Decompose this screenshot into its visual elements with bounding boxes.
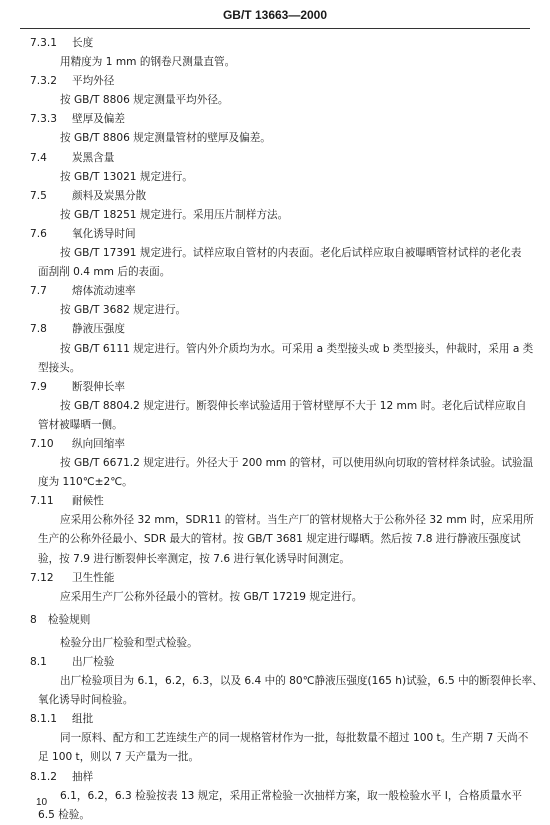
- standard-number: GB/T 13663—2000: [222, 8, 328, 22]
- clause-heading: [24, 320, 524, 339]
- clause-heading: [24, 710, 524, 729]
- clause-heading: [24, 187, 524, 206]
- paragraph-continuation: 氧化诱导时间检验。: [38, 694, 134, 707]
- page-header: [0, 8, 550, 22]
- clause-number: 8.1: [30, 656, 47, 668]
- clause-number: 7.3.3: [30, 113, 57, 126]
- clause-number: 7.3.2: [30, 75, 57, 88]
- paragraph-line: 按 GB/T 18251 规定进行。采用压片制样方法。: [60, 208, 289, 221]
- paragraph-line: 检验分出厂检验和型式检验。: [60, 636, 198, 649]
- paragraph-line: 按 GB/T 3682 规定进行。: [60, 304, 187, 317]
- clause-title: 组批: [72, 713, 94, 726]
- paragraph-line: 6.1，6.2，6.3 检验按表 13 规定，采用正常检验一次抽样方案，取一般检验水平 Ⅰ，合格质量水平: [60, 789, 522, 802]
- paragraph-line: 应采用生产厂公称外径最小的管材。按 GB/T 17219 规定进行。: [60, 590, 363, 603]
- paragraph-continuation: 验，按 7.9 进行断裂伸长率测定，按 7.6 进行氧化诱导时间测定。: [38, 552, 351, 565]
- clause-number: 7.10: [30, 437, 54, 450]
- clause-heading: [24, 653, 524, 672]
- paragraph-continuation: 足 100 t，则以 7 天产量为一批。: [38, 751, 200, 764]
- paragraph-line: 按 GB/T 13021 规定进行。: [60, 170, 193, 183]
- clause-number: 7.4: [30, 151, 47, 164]
- paragraph-continuation: 度为 110℃±2℃。: [38, 476, 133, 489]
- clause-heading: [24, 34, 524, 53]
- paragraph-line: 按 GB/T 17391 规定进行。试样应取自管材的内表面。老化后试样应取自被曝晒管材试样的老化表: [60, 247, 522, 260]
- clause-heading: [24, 282, 524, 301]
- document-body: [24, 34, 543, 825]
- clause-title: 平均外径: [72, 75, 115, 88]
- paragraph-continuation: 型接头。: [38, 361, 81, 374]
- clause-title: 壁厚及偏差: [72, 113, 125, 126]
- paragraph-line: 按 GB/T 8804.2 规定进行。断裂伸长率试验适用于管材壁厚不大于 12 mm 时。老化后试样应取自: [60, 399, 527, 412]
- paragraph-line: 按 GB/T 6671.2 规定进行。外径大于 200 mm 的管材，可以使用纵向切取的管材样条试验。试验温: [60, 457, 534, 470]
- paragraph-continuation: 6.5 检验。: [38, 808, 90, 821]
- page-number: 10: [36, 797, 48, 808]
- clause-heading: [24, 110, 524, 129]
- clause-number: 7.8: [30, 323, 47, 336]
- clause-heading: [24, 149, 524, 168]
- paragraph-line: 出厂检验项目为 6.1，6.2，6.3，以及 6.4 中的 80℃静液压强度(165 h)试验，6.5 中的断裂伸长率、: [60, 675, 543, 688]
- clause-title: 氧化诱导时间: [72, 227, 136, 240]
- clause-heading: [24, 225, 524, 244]
- clause-number: 7.3.1: [30, 37, 57, 49]
- clause-title: 检验规则: [48, 613, 91, 626]
- clause-number: 8: [30, 613, 37, 626]
- paragraph-line: 用精度为 1 mm 的钢卷尺测量直管。: [60, 56, 236, 69]
- clause-title: 纵向回缩率: [72, 437, 125, 450]
- clause-heading: [24, 768, 524, 787]
- clause-number: 7.9: [30, 380, 47, 393]
- clause-number: 7.5: [30, 189, 47, 202]
- clause-number: 7.6: [30, 227, 47, 240]
- paragraph-line: 同一原料、配方和工艺连续生产的同一规格管材作为一批，每批数量不超过 100 t。生产期 7 天尚不: [60, 732, 529, 745]
- clause-title: 长度: [72, 37, 94, 49]
- clause-heading: [24, 72, 524, 91]
- paragraph-line: 按 GB/T 8806 规定测量管材的壁厚及偏差。: [60, 132, 271, 145]
- clause-heading: [24, 492, 524, 511]
- clause-title: 抽样: [72, 770, 94, 783]
- section-heading: [24, 611, 524, 630]
- clause-title: 断裂伸长率: [72, 380, 125, 393]
- clause-number: 8.1.1: [30, 713, 57, 726]
- clause-title: 出厂检验: [72, 656, 115, 668]
- clause-number: 7.12: [30, 571, 54, 584]
- clause-heading: [24, 569, 524, 588]
- paragraph-line: 应采用公称外径 32 mm，SDR11 的管材。当生产厂的管材规格大于公称外径 32 mm 时，应采用所: [60, 514, 534, 527]
- clause-heading: [24, 435, 524, 454]
- clause-number: 7.11: [30, 495, 54, 508]
- paragraph-continuation: 管材被曝晒一侧。: [38, 418, 123, 431]
- clause-title: 熔体流动速率: [72, 285, 136, 298]
- clause-title: 炭黑含量: [72, 151, 115, 164]
- paragraph-continuation: 生产的公称外径最小、SDR 最大的管材。按 GB/T 3681 规定进行曝晒。然后按 7.8 进行静液压强度试: [38, 533, 521, 546]
- clause-number: 7.7: [30, 285, 47, 298]
- clause-heading: [24, 378, 524, 397]
- clause-number: 8.1.2: [30, 770, 57, 783]
- header-rule: [20, 28, 530, 29]
- paragraph-continuation: 面刮削 0.4 mm 后的表面。: [38, 266, 171, 279]
- paragraph-line: 按 GB/T 6111 规定进行。管内外介质均为水。可采用 a 类型接头或 b 类型接头，仲裁时，采用 a 类: [60, 342, 534, 355]
- clause-title: 静液压强度: [72, 323, 125, 336]
- clause-title: 耐候性: [72, 495, 104, 508]
- paragraph-line: 按 GB/T 8806 规定测量平均外径。: [60, 94, 229, 107]
- clause-title: 颜料及炭黑分散: [72, 189, 147, 202]
- clause-title: 卫生性能: [72, 571, 115, 584]
